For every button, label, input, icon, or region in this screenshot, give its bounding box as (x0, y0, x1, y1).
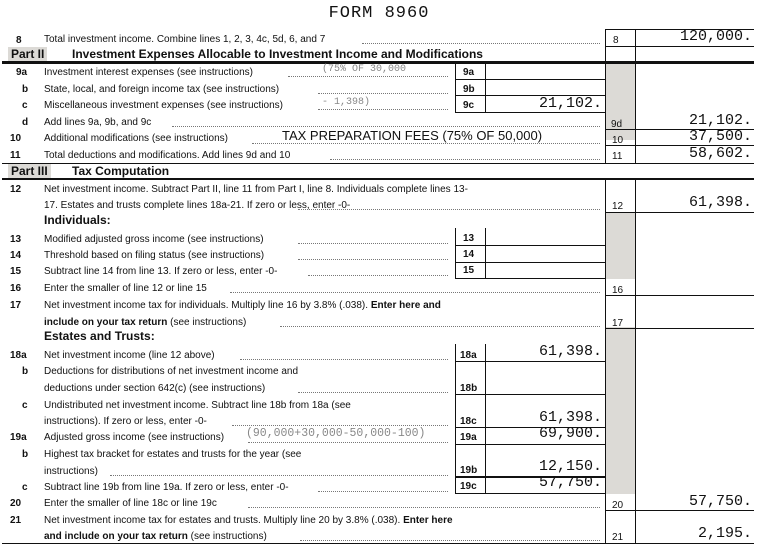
leader-dots (298, 259, 448, 260)
line-number: b (22, 449, 29, 460)
divider (455, 112, 605, 113)
divider (605, 46, 754, 47)
divider (455, 63, 456, 112)
box-label: 9a (463, 67, 475, 78)
line-18a-value: 61,398. (538, 343, 602, 360)
line-12-value: 61,398. (688, 194, 752, 211)
line-text: Enter the smaller of line 18c or line 19c (44, 498, 217, 509)
line-number: c (22, 482, 28, 493)
line-number: 11 (10, 150, 21, 161)
divider (605, 328, 754, 329)
box-label: 10 (612, 135, 624, 146)
leader-dots (288, 76, 448, 77)
leader-dots (318, 491, 448, 492)
box-label: 8 (613, 35, 619, 46)
line-18c-value: 61,398. (538, 409, 602, 426)
divider (2, 543, 754, 544)
box-label: 19c (460, 481, 477, 492)
line-number: b (22, 84, 29, 95)
line-text: Miscellaneous investment expenses (see instructions) (44, 100, 283, 111)
line-number: c (22, 100, 28, 111)
line-number: 18a (10, 350, 27, 361)
line-text: Undistributed net investment income. Subtract line 18b from 18a (see (44, 400, 351, 411)
leader-dots (240, 359, 448, 360)
divider (455, 394, 605, 395)
line-text: Adjusted gross income (see instructions) (44, 432, 225, 443)
leader-dots (172, 126, 600, 127)
line-number: 21 (10, 515, 22, 526)
line-number: 8 (16, 35, 22, 46)
divider (605, 295, 754, 296)
line-number: b (22, 366, 29, 377)
divider (455, 79, 605, 80)
leader-dots (248, 442, 448, 443)
line-text: Subtract line 19b from line 19a. If zero or less, enter -0- (44, 482, 289, 493)
divider (455, 228, 456, 279)
line-21-value: 2,195. (697, 525, 752, 542)
part-title: Tax Computation (72, 164, 170, 178)
leader-dots (248, 507, 600, 508)
line-number: 20 (10, 498, 22, 509)
line-19b-value: 12,150. (538, 458, 602, 475)
divider (635, 29, 636, 164)
divider (455, 361, 605, 362)
line-text: Additional modifications (see instructions) (44, 133, 228, 144)
divider (455, 245, 605, 246)
line-8-value: 120,000. (679, 28, 752, 45)
leader-dots (298, 243, 448, 244)
leader-dots (362, 43, 600, 44)
line-text: Investment interest expenses (see instructions) (44, 67, 253, 78)
form-title: FORM 8960 (328, 4, 430, 23)
leader-dots (230, 292, 600, 293)
box-label: 21 (612, 532, 624, 543)
box-label: 17 (612, 318, 624, 329)
leader-dots (232, 425, 448, 426)
box-label: 9d (611, 119, 623, 130)
box-label: 18a (460, 350, 477, 361)
leader-dots (318, 93, 448, 94)
line-number: d (22, 117, 29, 128)
leader-dots (308, 275, 448, 276)
line-number: 9a (16, 67, 28, 78)
line-text: Modified adjusted gross income (see instructions) (44, 234, 264, 245)
shaded-area (606, 327, 635, 494)
line-text: 17. Estates and trusts complete lines 18a-21. If zero or less, enter -0- (44, 200, 351, 211)
divider (605, 212, 754, 213)
line-text: State, local, and foreign income tax (see instructions) (44, 84, 280, 95)
line-19c-value: 57,750. (538, 474, 602, 491)
divider (605, 180, 606, 544)
box-label: 15 (463, 265, 475, 276)
line-text: and include on your tax return (see instructions) (44, 531, 267, 542)
handwritten-note: (90,000+30,000-50,000-100) (246, 427, 426, 440)
line-text: Subtract line 14 from line 13. If zero or less, enter -0- (44, 266, 278, 277)
divider (485, 63, 486, 112)
divider (2, 178, 754, 180)
box-label: 19b (460, 465, 478, 476)
section-heading: Individuals: (44, 213, 111, 227)
leader-dots (300, 540, 600, 541)
leader-dots (330, 159, 600, 160)
part-label: Part II (8, 47, 47, 61)
box-label: 18b (460, 383, 478, 394)
line-text: Net investment income tax for individuals. Multiply line 16 by 3.8% (.038). Enter here and (44, 300, 441, 311)
line-number: 13 (10, 234, 22, 245)
line-text: instructions). If zero or less, enter -0- (44, 416, 207, 427)
leader-dots (110, 475, 448, 476)
divider (485, 228, 486, 279)
box-label: 20 (612, 500, 624, 511)
line-number: 10 (10, 133, 22, 144)
box-label: 14 (463, 249, 475, 260)
line-11-value: 58,602. (688, 145, 752, 162)
section-heading: Estates and Trusts: (44, 329, 155, 343)
box-label: 9c (463, 100, 475, 111)
line-10-value: 37,500. (688, 128, 752, 145)
line-text: Highest tax bracket for estates and trusts for the year (see (44, 449, 302, 460)
divider (605, 29, 606, 164)
line-text: deductions under section 642(c) (see instructions) (44, 383, 266, 394)
line-text: instructions) (44, 466, 98, 477)
line-number: 15 (10, 266, 22, 277)
leader-dots (280, 326, 600, 327)
box-label: 18c (460, 416, 477, 427)
line-20-value: 57,750. (688, 493, 752, 510)
line-number: 17 (10, 300, 22, 311)
line-number: 14 (10, 250, 22, 261)
line-number: 16 (10, 283, 22, 294)
line-text: Net investment income. Subtract Part II, line 11 from Part I, line 8. Individuals complete lines 13- (44, 184, 468, 195)
shaded-area (606, 212, 635, 279)
part-title: Investment Expenses Allocable to Investment Income and Modifications (72, 47, 483, 61)
handwritten-note: TAX PREPARATION FEES (75% OF 50,000) (282, 128, 543, 143)
line-text: Net investment income tax for estates and trusts. Multiply line 20 by 3.8% (.038). Enter here (44, 515, 453, 526)
leader-dots (318, 109, 448, 110)
leader-dots (298, 209, 600, 210)
line-text: Threshold based on filing status (see instructions) (44, 250, 265, 261)
box-label: 9b (463, 84, 475, 95)
box-label: 12 (612, 201, 624, 212)
leader-dots (298, 392, 448, 393)
line-text: Add lines 9a, 9b, and 9c (44, 117, 152, 128)
line-number: 19a (10, 432, 27, 443)
line-number: c (22, 400, 28, 411)
line-text: Enter the smaller of line 12 or line 15 (44, 283, 207, 294)
box-label: 11 (612, 151, 623, 162)
line-text: Total deductions and modifications. Add lines 9d and 10 (44, 150, 291, 161)
line-text: Total investment income. Combine lines 1, 2, 3, 4c, 5d, 6, and 7 (44, 34, 326, 45)
line-number: 12 (10, 184, 22, 195)
line-19a-value: 69,900. (538, 425, 602, 442)
box-label: 13 (463, 233, 475, 244)
handwritten-note: - 1,398) (322, 97, 371, 108)
line-9d-value: 21,102. (688, 112, 752, 129)
divider (455, 493, 605, 494)
divider (455, 262, 605, 263)
divider (455, 278, 605, 279)
line-9c-value: 21,102. (538, 95, 602, 112)
line-text: Deductions for distributions of net investment income and (44, 366, 299, 377)
box-label: 19a (460, 432, 477, 443)
line-text: include on your tax return (see instructions) (44, 317, 247, 328)
divider (455, 344, 456, 493)
box-label: 16 (612, 285, 624, 296)
part-label: Part III (8, 164, 51, 178)
divider (455, 444, 605, 445)
divider (635, 180, 636, 544)
handwritten-note: (75% OF 30,000 (322, 64, 407, 75)
divider (485, 344, 486, 493)
divider (605, 510, 754, 511)
leader-dots (252, 143, 600, 144)
line-text: Net investment income (line 12 above) (44, 350, 215, 361)
